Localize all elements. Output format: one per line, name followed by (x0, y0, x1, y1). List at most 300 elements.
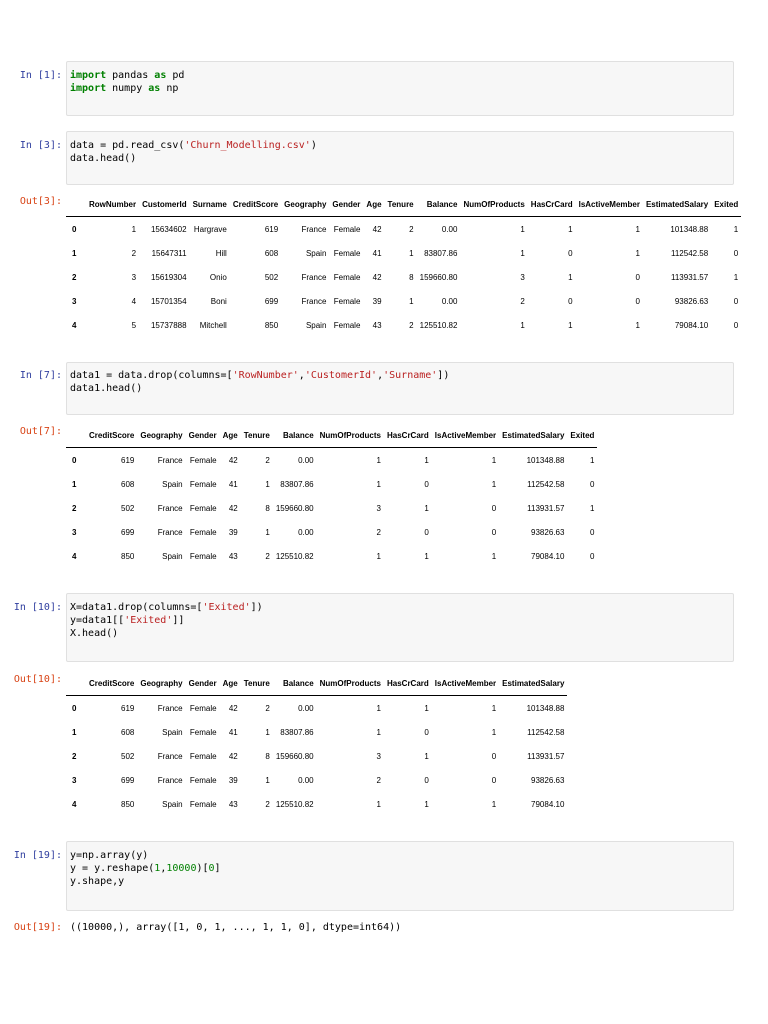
table-cell: 619 (121, 703, 135, 713)
code-token: numpy (106, 83, 149, 94)
table-cell: 0.00 (441, 224, 458, 234)
table-cell: 2 (265, 703, 270, 713)
code-token: y = y.reshape( (70, 863, 155, 874)
code-input-3[interactable] (70, 139, 317, 165)
column-header: Gender (186, 423, 220, 448)
code-string: 'CustomerId' (304, 370, 378, 381)
table-cell: 0.00 (298, 775, 314, 785)
table-cell: 3 (376, 751, 381, 761)
code-token: )[ (196, 863, 209, 874)
code-token: data = pd.read_csv( (70, 140, 185, 151)
code-token: data1.head() (70, 383, 143, 394)
code-input-19[interactable] (70, 849, 221, 888)
table-cell: 0.00 (298, 455, 314, 465)
table-cell: Female (333, 296, 361, 306)
table-cell: Female (189, 775, 217, 785)
table-cell: 2 (376, 527, 381, 537)
row-index: 1 (72, 248, 77, 258)
code-line (70, 152, 317, 165)
code-token: ] (214, 863, 221, 874)
in-prompt-19: In [19]: (13, 850, 62, 861)
table-cell: 3 (376, 503, 381, 513)
code-number: 10000 (166, 863, 197, 874)
table-cell: 0 (589, 551, 595, 561)
table-cell: 1 (491, 479, 497, 489)
in-prompt-7: In [7]: (19, 370, 62, 381)
out-prompt-10: Out[10]: (13, 674, 62, 685)
table-cell: Female (189, 503, 217, 513)
out-prompt-3: Out[3]: (19, 196, 62, 207)
table-cell: 0.00 (298, 527, 314, 537)
table-cell: 112542.58 (670, 248, 709, 258)
table-cell: 608 (264, 248, 279, 258)
code-line (70, 627, 263, 640)
table-cell: Female (189, 551, 217, 561)
column-header: Balance (417, 192, 461, 217)
table-row (66, 720, 567, 744)
output-text-19: ((10000,), array([1, 0, 1, ..., 1, 1, 0], dtype=int64)) (70, 922, 402, 933)
table-cell: Female (189, 455, 217, 465)
table-row (66, 289, 741, 313)
table-cell: 0 (424, 775, 429, 785)
row-index: 0 (72, 703, 77, 713)
table-cell: 1 (265, 527, 270, 537)
table-cell: 1 (568, 224, 573, 234)
column-header: IsActiveMember (432, 423, 499, 448)
table-cell: 699 (121, 775, 135, 785)
table-cell: 43 (372, 320, 382, 330)
table-cell: 1 (376, 703, 381, 713)
table-cell: 83807.86 (424, 248, 458, 258)
code-keyword: as (148, 83, 161, 94)
table-cell: Spain (162, 799, 183, 809)
code-token: ]) (437, 370, 450, 381)
table-cell: Hargrave (193, 224, 227, 234)
table-cell: 619 (121, 455, 135, 465)
table-cell: 79084.10 (531, 799, 565, 809)
dataframe-output-3 (66, 192, 741, 337)
in-prompt-1: In [1]: (19, 70, 62, 81)
table-cell: 2 (409, 224, 414, 234)
code-input-7[interactable] (70, 369, 449, 395)
code-input-10[interactable] (70, 601, 263, 640)
code-token: y.shape,y (70, 876, 125, 887)
table-cell: 1 (409, 296, 414, 306)
table-cell: Female (333, 320, 361, 330)
column-header: CreditScore (86, 671, 137, 696)
row-index: 1 (72, 727, 77, 737)
table-cell: 1 (424, 799, 429, 809)
index-header (66, 671, 86, 696)
column-header: HasCrCard (528, 192, 576, 217)
table-cell: 42 (228, 503, 238, 513)
column-header: HasCrCard (384, 423, 432, 448)
table-cell: 2 (376, 775, 381, 785)
row-index: 2 (72, 751, 77, 761)
table-cell: 39 (228, 527, 238, 537)
code-keyword: import (70, 70, 107, 81)
code-string: 'Exited' (124, 615, 173, 626)
code-token: ]] (172, 615, 185, 626)
out-prompt-19: Out[19]: (13, 922, 62, 933)
table-cell: Female (189, 527, 217, 537)
table-cell: 112542.58 (527, 479, 565, 489)
in-prompt-10: In [10]: (13, 602, 62, 613)
code-string: 'Surname' (383, 370, 438, 381)
table-cell: 42 (228, 751, 238, 761)
code-string: 'Churn_Modelling.csv' (184, 140, 311, 151)
table-cell: Female (189, 799, 217, 809)
row-index: 0 (72, 455, 77, 465)
table-cell: France (301, 272, 327, 282)
table-cell: 1 (733, 224, 739, 234)
table-cell: Spain (305, 320, 327, 330)
table-cell: 93826.63 (531, 527, 565, 537)
code-number: 1 (154, 863, 161, 874)
table-cell: 3 (520, 272, 525, 282)
table-cell: 1 (589, 455, 595, 465)
row-index: 4 (72, 320, 77, 330)
table-cell: 0.00 (298, 703, 314, 713)
table-cell: 1 (424, 503, 429, 513)
table-cell: 2 (520, 296, 525, 306)
code-line (70, 614, 263, 627)
index-header (66, 423, 86, 448)
table-cell: 42 (228, 703, 238, 713)
table-cell: Spain (162, 727, 183, 737)
table-cell: France (157, 775, 183, 785)
table-cell: 0 (568, 248, 573, 258)
code-number: 0 (208, 863, 215, 874)
table-cell: 1 (589, 503, 595, 513)
table-cell: 0 (733, 248, 739, 258)
dataframe-output-7 (66, 423, 597, 568)
table-cell: 502 (264, 272, 279, 282)
table-cell: 0 (491, 751, 497, 761)
table-cell: 1 (568, 320, 573, 330)
code-line (70, 849, 221, 862)
code-input-1[interactable] (70, 69, 184, 95)
table-cell: 39 (228, 775, 238, 785)
column-header: CreditScore (230, 192, 281, 217)
table-cell: 2 (265, 799, 270, 809)
table-cell: 41 (228, 727, 238, 737)
table-cell: France (157, 455, 183, 465)
table-cell: 1 (376, 799, 381, 809)
table-cell: Boni (210, 296, 227, 306)
column-header: CustomerId (139, 192, 189, 217)
table-cell: 0 (635, 272, 640, 282)
table-cell: 42 (372, 272, 382, 282)
column-header: Geography (137, 423, 185, 448)
table-cell: 1 (491, 727, 497, 737)
table-cell: 4 (131, 296, 137, 306)
table-row (66, 544, 597, 568)
table-cell: 502 (121, 503, 135, 513)
table-cell: 0 (424, 527, 429, 537)
row-index: 3 (72, 775, 77, 785)
table-cell: 0 (568, 296, 573, 306)
table-cell: France (301, 224, 327, 234)
table-cell: 2 (265, 551, 270, 561)
column-header: Exited (567, 423, 597, 448)
table-cell: 1 (635, 320, 640, 330)
row-index: 3 (72, 296, 77, 306)
table-cell: France (157, 503, 183, 513)
table-cell: France (301, 296, 327, 306)
out-prompt-7: Out[7]: (19, 426, 62, 437)
table-cell: 502 (121, 751, 135, 761)
code-token: , (160, 863, 167, 874)
table-cell: 79084.10 (531, 551, 565, 561)
dataframe-output-10 (66, 671, 567, 816)
table-cell: 159660.80 (419, 272, 458, 282)
table-cell: 42 (228, 455, 238, 465)
table-cell: France (157, 527, 183, 537)
code-keyword: as (154, 70, 167, 81)
table-cell: 0 (424, 479, 429, 489)
column-header: Geography (137, 671, 185, 696)
table-cell: Female (189, 703, 217, 713)
table-cell: 113931.57 (527, 751, 565, 761)
row-index: 4 (72, 799, 77, 809)
column-header: Gender (329, 192, 363, 217)
code-string: 'Exited' (202, 602, 251, 613)
table-cell: 0 (589, 527, 595, 537)
column-header: IsActiveMember (432, 671, 499, 696)
table-cell: 1 (635, 224, 640, 234)
table-cell: 0 (491, 503, 497, 513)
table-cell: 125510.82 (275, 551, 314, 561)
table-cell: 41 (228, 479, 238, 489)
row-index: 3 (72, 527, 77, 537)
table-row (66, 217, 741, 242)
table-row (66, 792, 567, 816)
code-token: y=np.array(y) (70, 850, 149, 861)
table-cell: Female (189, 727, 217, 737)
table-cell: 1 (424, 703, 429, 713)
table-cell: 1 (491, 799, 497, 809)
column-header: Age (220, 423, 241, 448)
table-cell: 1 (424, 751, 429, 761)
table-cell: 93826.63 (531, 775, 565, 785)
column-header: Exited (711, 192, 741, 217)
table-cell: France (157, 703, 183, 713)
table-cell: Spain (305, 248, 327, 258)
table-cell: 1 (520, 224, 525, 234)
row-index: 2 (72, 503, 77, 513)
table-cell: 1 (376, 551, 381, 561)
index-header (66, 192, 86, 217)
table-cell: 608 (121, 479, 135, 489)
table-cell: 2 (131, 248, 137, 258)
table-cell: 850 (121, 799, 135, 809)
code-token: pd (166, 70, 185, 81)
table-cell: 1 (568, 272, 573, 282)
table-cell: 101348.88 (526, 455, 565, 465)
table-cell: 3 (131, 272, 137, 282)
in-prompt-3: In [3]: (19, 140, 62, 151)
table-cell: 0 (424, 727, 429, 737)
column-header: CreditScore (86, 423, 137, 448)
table-cell: 1 (265, 775, 270, 785)
table-row (66, 744, 567, 768)
column-header: Tenure (385, 192, 417, 217)
code-line (70, 139, 317, 152)
table-cell: 1 (131, 224, 137, 234)
column-header: Surname (190, 192, 230, 217)
table-cell: 0 (733, 320, 739, 330)
table-cell: 15647311 (151, 248, 187, 258)
table-cell: 0 (589, 479, 595, 489)
code-token: , (298, 370, 305, 381)
column-header: RowNumber (86, 192, 139, 217)
table-cell: 1 (491, 703, 497, 713)
table-cell: 1 (265, 479, 270, 489)
code-token: data1 = data.drop(columns=[ (70, 370, 233, 381)
table-cell: 0 (491, 527, 497, 537)
table-cell: Female (333, 272, 361, 282)
table-cell: 113931.57 (670, 272, 709, 282)
table-cell: 1 (424, 551, 429, 561)
table-cell: 1 (491, 455, 497, 465)
table-cell: Mitchell (199, 320, 227, 330)
table-cell: 113931.57 (527, 503, 565, 513)
code-line (70, 862, 221, 875)
table-cell: 93826.63 (674, 296, 709, 306)
table-cell: 41 (372, 248, 382, 258)
table-cell: 101348.88 (670, 224, 709, 234)
table-cell: 699 (264, 296, 279, 306)
column-header: Tenure (241, 671, 273, 696)
table-row (66, 768, 567, 792)
table-cell: 43 (228, 551, 238, 561)
code-line (70, 69, 184, 82)
table-cell: 1 (520, 320, 525, 330)
table-cell: 1 (376, 727, 381, 737)
code-token: X.head() (70, 628, 119, 639)
table-cell: 125510.82 (275, 799, 314, 809)
table-row (66, 696, 567, 721)
code-string: 'RowNumber' (232, 370, 299, 381)
column-header: Tenure (241, 423, 273, 448)
column-header: Balance (273, 671, 317, 696)
table-cell: 1 (424, 455, 429, 465)
code-token: data.head() (70, 153, 137, 164)
table-cell: 159660.80 (275, 751, 314, 761)
column-header: Balance (273, 423, 317, 448)
column-header: Age (220, 671, 241, 696)
table-row (66, 265, 741, 289)
table-cell: 1 (635, 248, 640, 258)
table-cell: 1 (409, 248, 414, 258)
table-cell: 2 (265, 455, 270, 465)
row-index: 1 (72, 479, 77, 489)
column-header: NumOfProducts (317, 671, 384, 696)
code-token: pandas (106, 70, 155, 81)
table-cell: Hill (215, 248, 227, 258)
column-header: Gender (186, 671, 220, 696)
table-cell: 1 (491, 551, 497, 561)
code-token: ]) (250, 602, 263, 613)
table-cell: 2 (409, 320, 414, 330)
table-cell: Female (333, 224, 361, 234)
table-cell: 8 (409, 272, 414, 282)
table-row (66, 448, 597, 473)
table-row (66, 496, 597, 520)
table-cell: 42 (372, 224, 382, 234)
table-cell: 43 (228, 799, 238, 809)
table-cell: 159660.80 (275, 503, 314, 513)
code-token: X=data1.drop(columns=[ (70, 602, 203, 613)
column-header: NumOfProducts (460, 192, 527, 217)
code-token: , (377, 370, 384, 381)
column-header: HasCrCard (384, 671, 432, 696)
row-index: 4 (72, 551, 77, 561)
table-cell: 83807.86 (280, 727, 314, 737)
code-line (70, 369, 449, 382)
table-cell: 850 (121, 551, 135, 561)
table-cell: 0 (635, 296, 640, 306)
table-cell: 1 (376, 455, 381, 465)
table-cell: Spain (162, 479, 183, 489)
code-token: y=data1[[ (70, 615, 125, 626)
table-cell: Female (189, 479, 217, 489)
table-cell: 1 (520, 248, 525, 258)
table-row (66, 520, 597, 544)
column-header: IsActiveMember (576, 192, 643, 217)
table-row (66, 472, 597, 496)
table-cell: 83807.86 (280, 479, 314, 489)
table-cell: Spain (162, 551, 183, 561)
column-header: EstimatedSalary (643, 192, 711, 217)
code-line (70, 382, 449, 395)
table-cell: Female (189, 751, 217, 761)
row-index: 0 (72, 224, 77, 234)
table-cell: 125510.82 (419, 320, 458, 330)
code-line (70, 875, 221, 888)
column-header: Age (363, 192, 384, 217)
table-cell: 608 (121, 727, 135, 737)
table-cell: 8 (265, 503, 270, 513)
table-cell: 101348.88 (526, 703, 565, 713)
table-cell: 1 (376, 479, 381, 489)
table-row (66, 241, 741, 265)
table-cell: Onio (209, 272, 227, 282)
table-cell: 112542.58 (527, 727, 565, 737)
code-keyword: import (70, 83, 107, 94)
table-cell: 79084.10 (674, 320, 709, 330)
table-cell: 15737888 (150, 320, 187, 330)
code-line (70, 601, 263, 614)
table-cell: 0 (491, 775, 497, 785)
table-cell: France (157, 751, 183, 761)
table-cell: 39 (372, 296, 382, 306)
column-header: NumOfProducts (317, 423, 384, 448)
table-cell: 0 (733, 296, 739, 306)
table-cell: 619 (264, 224, 279, 234)
table-cell: 8 (265, 751, 270, 761)
table-cell: 5 (131, 320, 137, 330)
table-row (66, 313, 741, 337)
table-cell: 15634602 (150, 224, 187, 234)
column-header: EstimatedSalary (499, 423, 567, 448)
table-cell: 850 (264, 320, 279, 330)
table-cell: 699 (121, 527, 135, 537)
table-cell: 0.00 (441, 296, 458, 306)
code-line (70, 82, 184, 95)
column-header: Geography (281, 192, 329, 217)
